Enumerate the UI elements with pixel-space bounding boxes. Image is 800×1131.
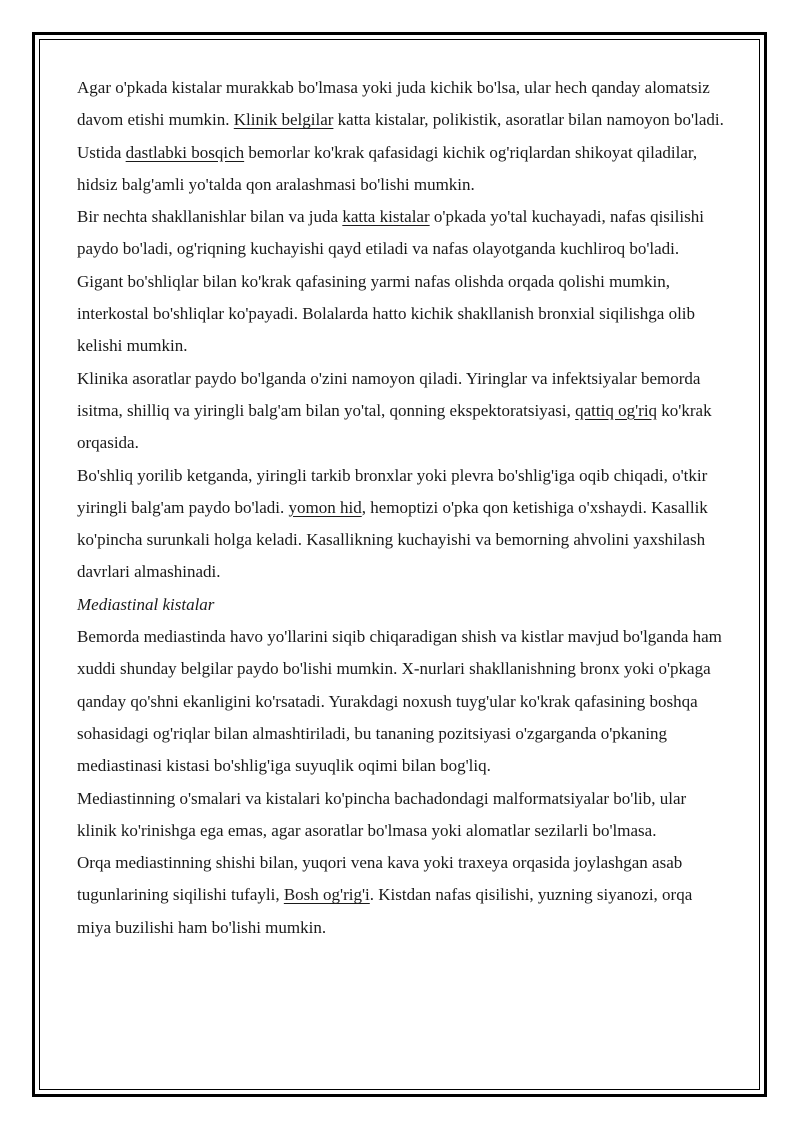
paragraph-3 [77,363,727,460]
text-run: Orqa mediastinning shishi bilan, yuqori vena kava yoki traxeya orqasida joylashgan asab tugunlarining siqilishi tufayli, [77,853,683,905]
text-run: katta kistalar, polikistik, asoratlar bilan namoyon bo'ladi. Ustida [77,110,724,162]
link-dastlabki-bosqich[interactable]: dastlabki bosqich [125,142,245,162]
text-run: Bemorda mediastinda havo yo'llarini siqib chiqaradigan shish va kistlar mavjud bo'lganda ham xuddi shunday belgilar paydo bo'lishi mumkin. X-nurlari shakllanishning bronx yoki o'pkaga qanday qo'shni ekanligini ko'rsatadi. Yurakdagi noxush tuyg'ular ko'krak qafasining boshqa sohasidagi og'riqlar bilan almashtiriladi, bu tananing pozitsiyasi o'zgarganda o'pkaning mediastinasi kistasi bo'shlig'iga suyuqlik oqimi bilan bog'liq. [77,627,722,776]
paragraph-4 [77,460,727,589]
text-run: Agar o'pkada kistalar murakkab bo'lmasa yoki juda kichik bo'lsa, ular hech qanday alomatsiz davom etishi mumkin. [77,78,710,130]
section-heading [77,589,727,621]
paragraph-5 [77,621,727,782]
text-run: Mediastinning o'smalari va kistalari ko'pincha bachadondagi malformatsiyalar bo'lib, ular klinik ko'rinishga ega emas, agar asoratlar bo'lmasa yoki alomatlar sezilarli bo'lmasa. [77,788,687,840]
link-yomon-hid[interactable]: yomon hid [288,497,362,517]
paragraph-2 [77,201,727,362]
paragraph-6 [77,783,727,848]
document-body [77,72,727,944]
text-run: ko'krak orqasida. [77,400,712,453]
text-run: bemorlar ko'krak qafasidagi kichik og'riqlardan shikoyat qiladilar, hidsiz balg'amli yo'talda qon aralashmasi bo'lishi mumkin. [77,142,698,194]
paragraph-1 [77,72,727,201]
link-qattiq-ogriq[interactable]: qattiq og'riq [575,400,658,420]
paragraph-7 [77,847,727,944]
link-bosh-ogrigi[interactable]: Bosh og'rig'i [283,885,370,905]
text-run: o'pkada yo'tal kuchayadi, nafas qisilishi paydo bo'ladi, og'riqning kuchayishi qayd etiladi va nafas olayotganda kuchliroq bo'ladi. Gigant bo'shliqlar bilan ko'krak qafasining yarmi nafas olishda orqada qolishi mumkin, interkostal bo'shliqlar ko'payadi. Bolalarda hatto kichik shakllanish bronxial siqilishga olib kelishi mumkin. [77,207,704,356]
text-run: , hemoptizi o'pka qon ketishiga o'xshaydi. Kasallik ko'pincha surunkali holga keladi. Kasallikning kuchayishi va bemorning ahvolini yaxshilash davrlari almashinadi. [77,497,708,582]
text-run: . Kistdan nafas qisilishi, yuzning siyanozi, orqa miya buzilishi ham bo'lishi mumkin. [77,885,693,937]
heading-mediastinal-kistalar: Mediastinal kistalar [77,594,215,614]
text-run: Bo'shliq yorilib ketganda, yiringli tarkib bronxlar yoki plevra bo'shlig'iga oqib chiqadi, o'tkir yiringli balg'am paydo bo'ladi. [77,465,708,517]
link-klinik-belgilar[interactable]: Klinik belgilar [233,110,334,130]
text-run: Klinika asoratlar paydo bo'lganda o'zini namoyon qiladi. Yiringlar va infektsiyalar bemorda isitma, shilliq va yiringli balg'am bilan yo'tal, qonning ekspektoratsiyasi, [77,368,701,420]
link-katta-kistalar[interactable]: katta kistalar [342,207,430,227]
text-run: Bir nechta shakllanishlar bilan va juda [77,207,343,227]
